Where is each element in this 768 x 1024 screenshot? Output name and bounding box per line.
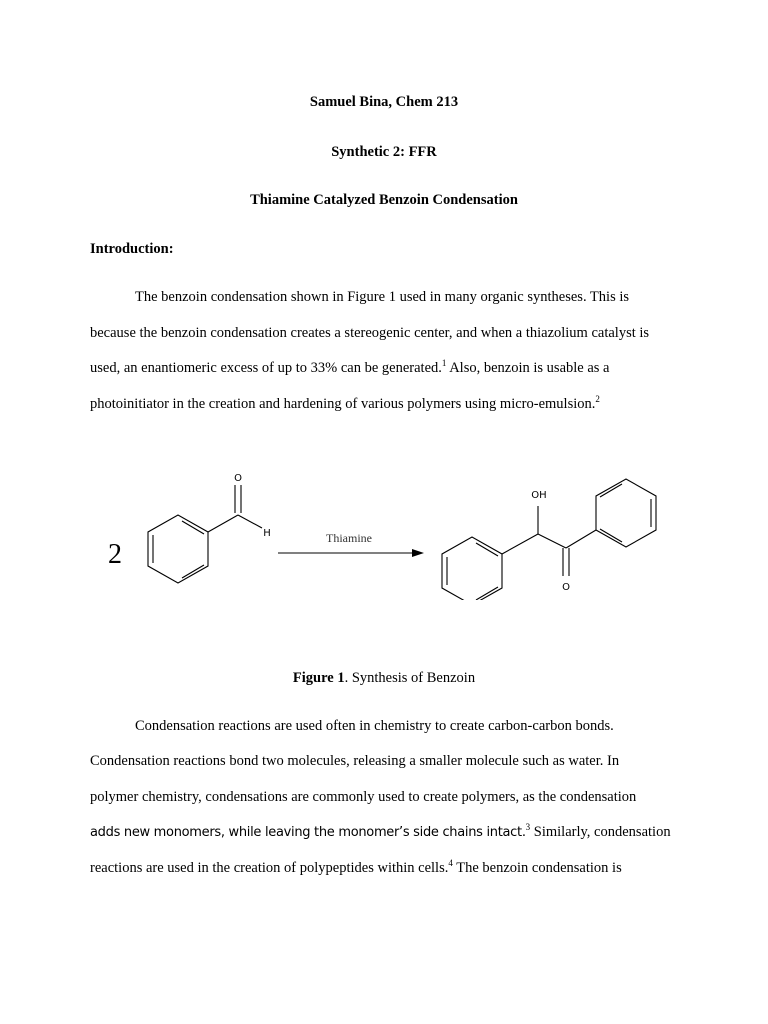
paragraph2-line3: polymer chemistry, condensations are commonly used to create polymers, as the condensation bbox=[90, 789, 637, 805]
paragraph2-line4 bbox=[90, 824, 690, 841]
paragraph1-line2: because the benzoin condensation creates a stereogenic center, and when a thiazolium catalyst is bbox=[90, 325, 650, 341]
citation-superscript: 2 bbox=[595, 394, 600, 405]
author-line: Samuel Bina, Chem 213 bbox=[309, 94, 459, 110]
text-run: Similarly, condensation bbox=[530, 824, 671, 840]
carbonyl-oxygen-label: O bbox=[562, 582, 570, 593]
citation-superscript: 4 bbox=[448, 858, 453, 869]
text-run: reactions are used in the creation of polypeptides within cells. bbox=[90, 860, 449, 876]
benzaldehyde-structure bbox=[148, 485, 262, 583]
section-heading: Introduction: bbox=[90, 241, 174, 257]
text-run: Also, benzoin is usable as a bbox=[446, 360, 610, 376]
reagent-label: Thiamine bbox=[326, 531, 372, 545]
paragraph2-line2: Condensation reactions bond two molecules, releasing a smaller molecule such as water. In bbox=[90, 753, 620, 769]
document-title: Thiamine Catalyzed Benzoin Condensation bbox=[250, 192, 518, 208]
text-run: The benzoin condensation is bbox=[452, 860, 622, 876]
benzoin-structure bbox=[442, 479, 656, 600]
figure-caption-label: Figure 1 bbox=[292, 670, 345, 686]
text-run: photoinitiator in the creation and hardening of various polymers using micro-emulsion. bbox=[90, 396, 596, 412]
paragraph1-line1: The benzoin condensation shown in Figure 1 used in many organic syntheses. This is bbox=[135, 289, 630, 305]
text-run: used, an enantiomeric excess of up to 33% can be generated. bbox=[90, 360, 442, 376]
text-run: adds new monomers, while leaving the monomer’s side chains intact. bbox=[90, 825, 526, 840]
paragraph2-line1: Condensation reactions are used often in chemistry to create carbon-carbon bonds. bbox=[135, 718, 614, 734]
benzoin-reaction-scheme bbox=[0, 460, 768, 600]
stoichiometric-coefficient: 2 bbox=[108, 539, 122, 570]
paragraph1-line4 bbox=[90, 396, 690, 413]
oxygen-atom-label: O bbox=[234, 473, 242, 484]
arrowhead-icon bbox=[412, 549, 424, 557]
citation-superscript: 3 bbox=[525, 822, 531, 833]
paragraph2-line5 bbox=[90, 860, 690, 877]
figure-caption bbox=[0, 670, 768, 687]
hydroxyl-label: OH bbox=[531, 490, 547, 501]
hydrogen-atom-label: H bbox=[263, 528, 271, 539]
synthetic-line: Synthetic 2: FFR bbox=[331, 144, 437, 160]
figure-caption-text: . Synthesis of Benzoin bbox=[344, 670, 476, 686]
citation-superscript: 1 bbox=[441, 358, 447, 369]
paragraph1-line3 bbox=[90, 360, 690, 377]
